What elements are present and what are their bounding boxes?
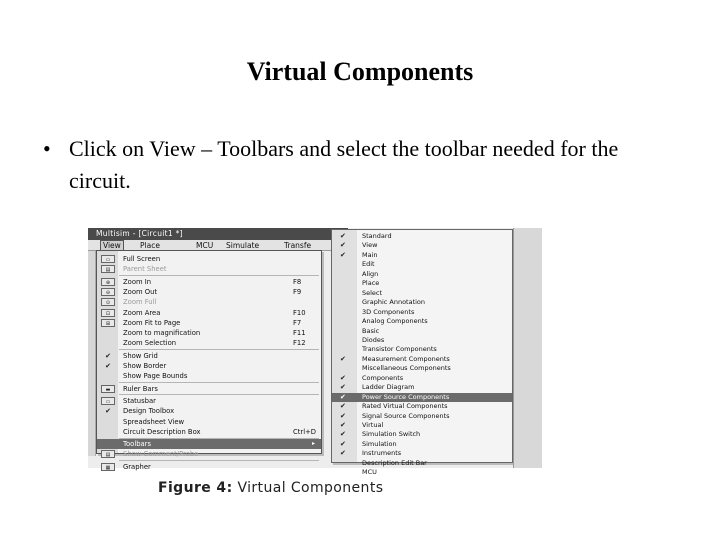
toolbar-submenu-item-label: Description Edit Bar [362,458,427,467]
toolbar-submenu-item[interactable] [332,364,512,373]
menu-view[interactable]: View [100,240,124,251]
view-menu-item-label: Ruler Bars [123,384,158,393]
caption-label: Figure 4: [158,480,233,496]
view-menu-dropdown [96,250,322,471]
check-icon: ✔ [105,362,111,370]
zoom-fit-icon: ⊞ [101,319,115,327]
view-menu-item[interactable] [97,406,321,416]
view-menu-item-label: Full Screen [123,255,161,263]
fullscreen-icon: ▭ [101,255,115,263]
toolbar-submenu-item-label: 3D Components [362,307,415,316]
toolbar-submenu-item-label: Diodes [362,335,385,344]
right-side-panel [513,228,542,468]
zoom-area-icon: ⊡ [101,309,115,317]
toolbar-submenu-item[interactable] [332,459,512,468]
check-icon: ✔ [340,232,346,240]
toolbar-submenu-item-label: MCU [362,468,377,477]
toolbar-submenu-item[interactable] [332,289,512,298]
grapher-icon: ▦ [101,463,115,471]
check-icon: ✔ [340,354,346,363]
toolbar-submenu-item[interactable] [332,383,512,392]
multisim-screenshot [88,228,542,477]
toolbar-submenu-item[interactable] [332,298,512,307]
check-icon: ✔ [340,383,346,392]
toolbar-submenu-item-label: Basic [362,326,380,335]
view-menu-item[interactable] [97,308,321,318]
toolbar-submenu-item[interactable] [332,393,512,402]
view-menu-item[interactable] [97,427,321,437]
toolbar-submenu-item[interactable] [332,421,512,430]
view-menu-item-label: Show Page Bounds [123,372,188,381]
toolbar-submenu-item-label: Rated Virtual Components [362,402,448,411]
statusbar-icon: ▭ [101,397,115,405]
slide-title: Virtual Components [246,57,474,86]
view-menu-item-label: Zoom Selection [123,339,177,348]
toolbar-submenu-item[interactable] [332,468,512,477]
view-menu-item-label: Statusbar [123,396,156,405]
view-menu-item-label: Zoom Area [123,308,161,317]
toolbar-submenu-item-label: Instruments [362,449,402,458]
parent-sheet-icon: ▤ [101,265,115,273]
view-menu-item-label: Zoom Full [123,298,157,307]
view-menu-item-label: Toolbars [123,440,152,449]
left-toolbar-strip [88,251,96,456]
view-menu-item[interactable] [97,277,321,287]
toolbar-submenu-item[interactable] [332,260,512,269]
toolbar-submenu-item-label: Miscellaneous Components [362,364,451,373]
check-icon: ✔ [340,411,346,420]
zoom-out-icon: ⊖ [101,288,115,296]
toolbar-submenu-item[interactable] [332,412,512,421]
submenu-arrow-icon: ▸ [311,440,315,448]
check-icon: ✔ [340,449,346,458]
view-menu-item[interactable] [97,462,321,472]
toolbar-submenu-item[interactable] [332,317,512,326]
toolbar-submenu-item-label: Ladder Diagram [362,383,415,392]
toolbar-submenu-item-label: Measurement Components [362,354,450,363]
view-menu-item-label: Zoom Out [123,287,158,296]
view-menu-item[interactable] [97,351,321,361]
view-menu-item-shortcut: F12 [293,339,306,348]
toolbars-submenu [331,229,513,477]
check-icon: ✔ [340,250,346,259]
view-menu-item-shortcut: F8 [293,277,302,286]
toolbar-submenu-item-label: Simulation Switch [362,430,421,439]
view-menu-item[interactable] [97,338,321,348]
view-menu-item [97,264,321,274]
toolbar-submenu-item[interactable] [332,374,512,383]
view-menu-item [97,449,321,459]
ruler-icon: ▬ [101,385,115,393]
toolbar-submenu-item-label: Graphic Annotation [362,298,426,307]
view-menu-item[interactable] [97,384,321,394]
comment-icon: ▤ [101,450,115,458]
toolbar-submenu-item[interactable] [332,449,512,458]
toolbar-submenu-item[interactable] [332,345,512,354]
view-menu-item[interactable] [97,328,321,338]
toolbar-submenu-item-label: Standard [362,232,392,240]
view-menu-item[interactable] [97,371,321,381]
check-icon: ✔ [340,421,346,429]
view-menu-item[interactable] [97,361,321,371]
check-icon: ✔ [105,351,111,360]
menu-simulate[interactable]: Simulate [226,241,260,250]
toolbar-submenu-item[interactable] [332,251,512,260]
toolbar-submenu-item-label: Virtual [362,421,384,429]
window-title: Multisim - [Circuit1 *] [88,228,348,240]
toolbar-submenu-item-label: Components [362,373,404,382]
toolbar-submenu-item-label: Power Source Components [362,392,450,401]
check-icon: ✔ [340,392,346,401]
view-menu-item-label: Spreadsheet View [123,417,185,426]
toolbar-submenu-item-label: Simulation [362,439,397,448]
menu-mcu[interactable]: MCU [196,241,214,250]
toolbar-submenu-item[interactable] [332,241,512,250]
toolbar-submenu-item[interactable] [332,327,512,336]
toolbar-submenu-item[interactable] [332,430,512,439]
toolbar-submenu-item-label: Signal Source Components [362,411,450,420]
toolbar-submenu-item[interactable] [332,308,512,317]
toolbar-submenu-item[interactable] [332,440,512,449]
view-menu-item-shortcut: F10 [293,308,306,317]
toolbar-submenu-item-label: Edit [362,260,375,269]
view-menu-item-label: Show Grid [123,351,158,360]
view-menu-item[interactable] [97,254,321,264]
view-menu-item-label: Show Comment/Probe [123,450,199,459]
zoom-in-icon: ⊕ [101,278,115,286]
view-menu-item[interactable] [97,318,321,328]
toolbar-submenu-item-label: View [362,241,378,250]
view-menu-item-label: Circuit Description Box [123,427,201,436]
bullet-marker: • [43,136,51,161]
check-icon: ✔ [340,430,346,439]
view-menu-item [97,297,321,307]
view-menu-item-shortcut: F7 [293,318,302,327]
check-icon: ✔ [340,373,346,382]
view-menu-item-label: Zoom to magnification [123,329,201,338]
view-menu-item-shortcut: Ctrl+D [293,427,317,436]
check-icon: ✔ [340,402,346,411]
view-menu-item-label: Design Toolbox [123,407,175,416]
view-menu-item-label: Parent Sheet [123,265,167,274]
check-icon: ✔ [105,407,111,416]
view-menu-item-shortcut: F9 [293,287,302,296]
view-menu-item-label: Zoom In [123,277,152,286]
figure-caption [0,480,720,496]
menu-transfer[interactable]: Transfe [284,241,312,250]
toolbar-submenu-item[interactable] [332,336,512,345]
view-menu-item-shortcut: F11 [293,329,306,338]
bullet-text: Click on View – Toolbars and select the toolbar needed for the circuit. [69,136,619,193]
toolbar-submenu-item-label: Main [362,250,378,259]
check-icon: ✔ [340,439,346,448]
toolbar-submenu-item-label: Place [362,279,380,288]
view-menu-item-label: Zoom Fit to Page [123,318,181,327]
view-menu-item[interactable] [97,287,321,297]
view-menu-item[interactable] [97,396,321,406]
view-menu-item[interactable] [97,439,321,449]
check-icon: ✔ [340,241,346,250]
toolbar-submenu-item-label: Select [362,288,383,297]
toolbar-submenu-item-label: Analog Components [362,317,428,326]
menu-place[interactable]: Place [140,241,160,250]
caption-text: Virtual Components [237,480,384,496]
toolbar-submenu-item[interactable] [332,279,512,288]
toolbar-submenu-item-label: Align [362,269,379,278]
view-menu-item-label: Grapher [123,462,151,471]
toolbar-submenu-item[interactable] [332,270,512,279]
toolbar-submenu-item[interactable] [332,355,512,364]
toolbar-submenu-item-label: Transistor Components [362,345,437,354]
view-menu-item-label: Show Border [123,362,167,370]
toolbar-submenu-item[interactable] [332,402,512,411]
toolbar-submenu-item[interactable] [332,232,512,241]
zoom-full-icon: ⊙ [101,298,115,306]
view-menu-item[interactable] [97,417,321,427]
